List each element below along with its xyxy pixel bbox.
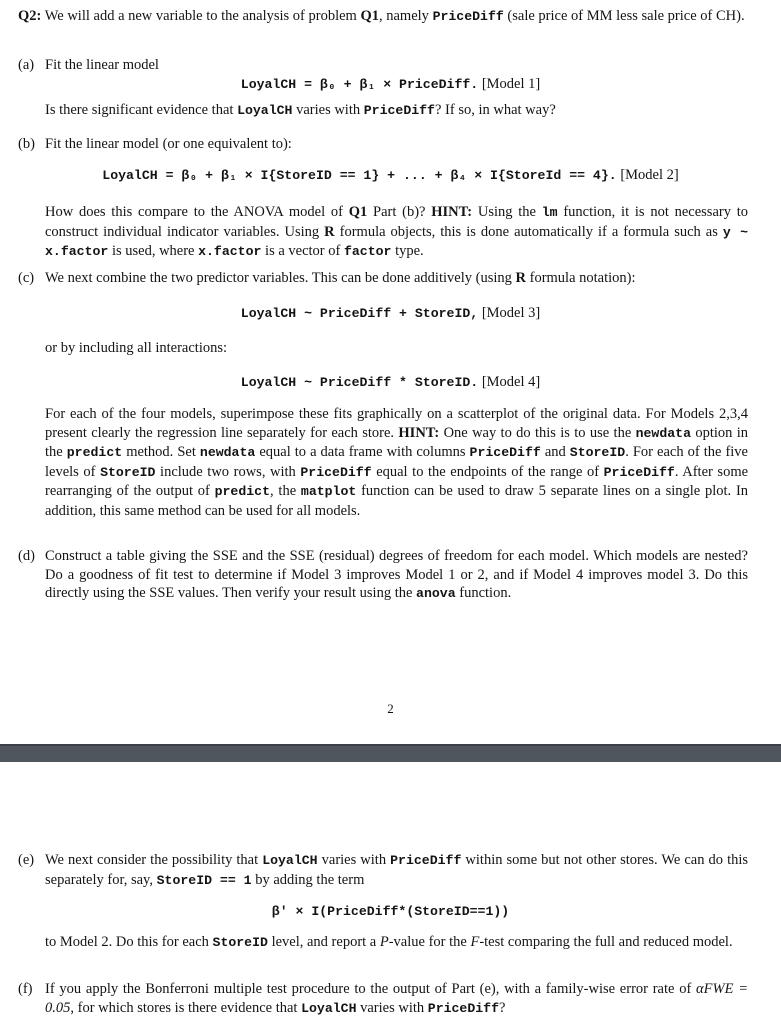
page-number: 2 [387, 701, 394, 716]
interaction-term-equation: β′ × I(PriceDiff*(StoreID==1)) [271, 904, 510, 919]
model-3-equation: LoyalCH ~ PriceDiff + StoreID, [Model 3] [240, 305, 541, 321]
page-separator [0, 744, 781, 762]
model-2-equation: LoyalCH = β₀ + β₁ × I{StoreID == 1} + ... + β₄ × I{StoreId == 4}. [Model 2] [102, 167, 679, 183]
page-separator-edge [0, 744, 781, 746]
q2-intro: Q2: We will add a new variable to the analysis of problem Q1, namely PriceDiff (sale price of MM less sale price of CH). [18, 8, 745, 24]
model-1-equation: LoyalCH = β₀ + β₁ × PriceDiff. [Model 1] [240, 76, 541, 92]
q2-label: Q2: [18, 8, 42, 24]
page-3: (e) We next consider the possibility that LoyalCH varies with PriceDiff within some but not other stores. We can do this separately for, say, StoreID == 1 by adding the term β′ × I(PriceDiff*(StoreID==1)) to Model 2. Do this for each StoreID level, and report a P-value for the F-test comparing the full and reduced model. (f) If you apply the Bonferroni multiple test procedure to the output of Part (e), with a family-wise error rate of αFWE = 0.05, for which stores is there evidence that LoyalCH varies with PriceDiff? [0, 762, 781, 1024]
model-4-equation: LoyalCH ~ PriceDiff * StoreID. [Model 4] [240, 374, 541, 390]
page-2: Q2: We will add a new variable to the analysis of problem Q1, namely PriceDiff (sale price of MM less sale price of CH). (a) Fit the linear model LoyalCH = β₀ + β₁ × PriceDiff. [Model 1] Is there significant evidence that LoyalCH varies with PriceDiff? If so, in what way? (b) Fit the linear model (or one equivalent to): LoyalCH = β₀ + β₁ × I{StoreID == 1} + ... + β₄ × I{StoreId == 4}. [Model 2] How does this compare to the ANOVA model of Q1 Part (b)? HINT: Using the lm function, it is not necessary to construct individual indicator variables. Using R formula objects, this is done automatically if a formula such as y ~ x.factor is used, where x.factor is a vector of factor type. (c) We next combine the two predictor variables. This can be done additively (using R formula notation): LoyalCH ~ PriceDiff + StoreID, [Model 3] or by including all interactions: LoyalCH ~ PriceDiff * StoreID. [Model 4] For each of the four models, superimpose these fits graphically on a scatterplot of the original data. For Models 2,3,4 present clearly the regression line separately for each store. HINT: One way to do this is to use the newdata option in the predict method. Set newdata equal to a data frame with columns PriceDiff and StoreID. For each of the five levels of StoreID include two rows, with PriceDiff equal to the endpoints of the range of PriceDiff. After some rearranging of the output of predict, the matplot function can be used to draw 5 separate lines on a single plot. In addition, this same method can be used for all models. (d) Construct a table giving the SSE and the SSE (residual) degrees of freedom for each model. Which models are nested? Do a goodness of fit test to determine if Model 3 improves Model 1 or 2, and if Model 4 improves model 3. Do this directly using the SSE values. Then verify your result using the anova function. 2 [0, 0, 781, 744]
